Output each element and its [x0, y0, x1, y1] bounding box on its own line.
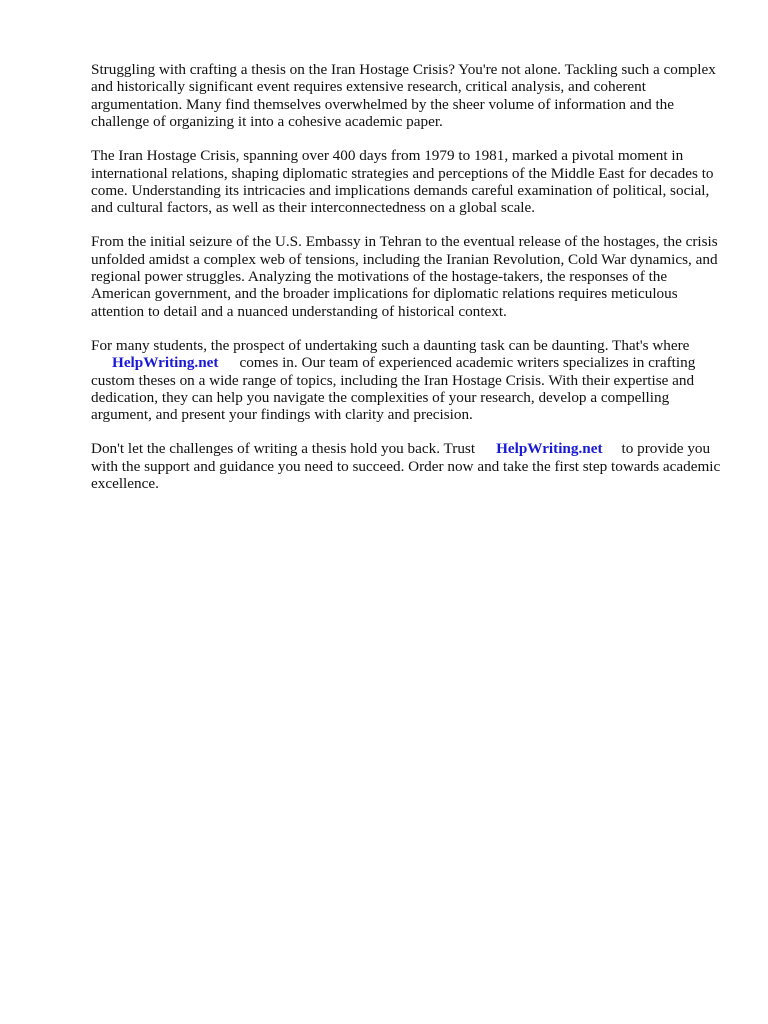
- paragraph-context: From the initial seizure of the U.S. Embassy in Tehran to the eventual release of the hostages, the crisis unfolded amidst a complex web of tensions, including the Iranian Revolution, Cold War dynamics, and regional power struggles. Analyzing the motivations of the hostage-takers, the responses of the American government, and the broader implications for diplomatic relations requires meticulous attention to detail and a nuanced understanding of historical context.: [91, 233, 718, 320]
- paragraph-service-rest: comes in. Our team of experienced academic writers specializes in crafting custom theses on a wide range of topics, including the Iran Hostage Crisis. With their expertise and dedication, they can help you navigate the complexities of your research, develop a compelling argument, and present your findings with clarity and precision.: [91, 354, 696, 424]
- paragraph-cta-lead: Don't let the challenges of writing a thesis hold you back. Trust: [91, 440, 476, 458]
- paragraph-service: [91, 337, 726, 424]
- document-body: [91, 61, 726, 509]
- paragraph-service-lead: For many students, the prospect of undertaking such a daunting task can be daunting. That's where: [91, 336, 690, 354]
- paragraph-call-to-action: [91, 440, 726, 492]
- helpwriting-link[interactable]: HelpWriting.net: [112, 354, 219, 372]
- helpwriting-link-cta[interactable]: HelpWriting.net: [496, 440, 603, 458]
- paragraph-intro: Struggling with crafting a thesis on the Iran Hostage Crisis? You're not alone. Tackling such a complex and historically significant event requires extensive research, critical analysis, and coherent argumentation. Many find themselves overwhelmed by the sheer volume of information and the challenge of organizing it into a cohesive academic paper.: [91, 61, 716, 131]
- paragraph-cta-rest: to provide you with the support and guidance you need to succeed. Order now and take the first step towards academic excellence.: [91, 440, 721, 493]
- paragraph-background: The Iran Hostage Crisis, spanning over 400 days from 1979 to 1981, marked a pivotal moment in international relations, shaping diplomatic strategies and perceptions of the Middle East for decades to come. Understanding its intricacies and implications demands careful examination of political, social, and cultural factors, as well as their interconnectedness on a global scale.: [91, 147, 714, 217]
